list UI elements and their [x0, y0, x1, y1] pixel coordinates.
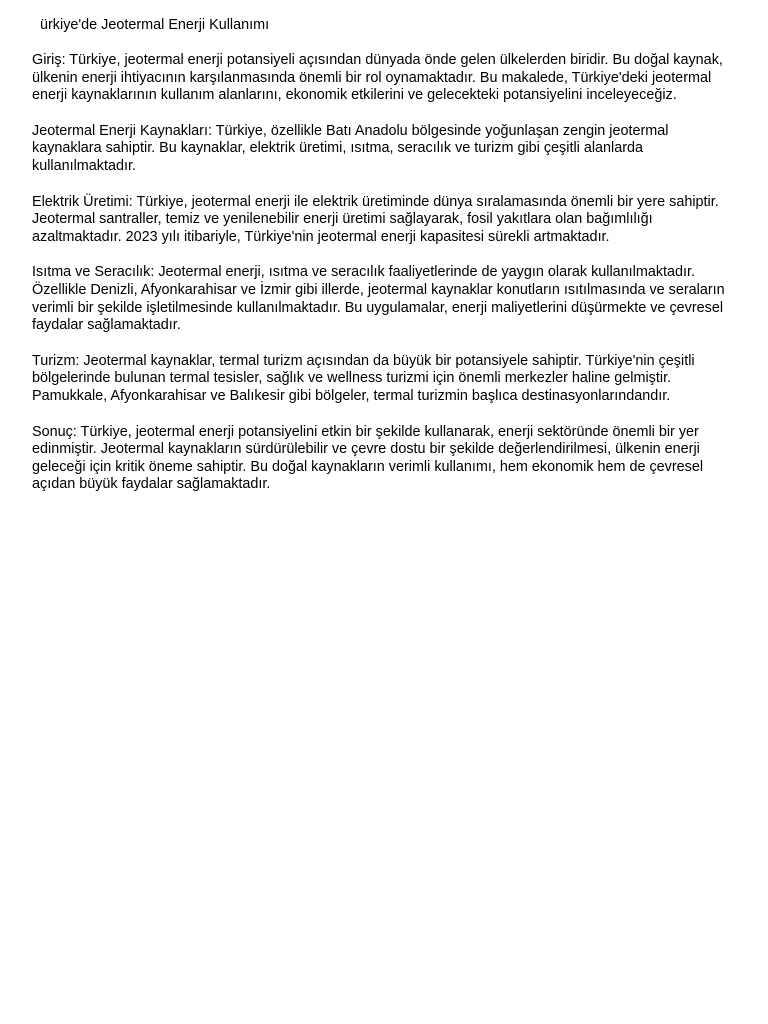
paragraph-giris: Giriş: Türkiye, jeotermal enerji potansiyeli açısından dünyada önde gelen ülkelerden biridir. Bu doğal kaynak, ülkenin enerji ihtiyacının karşılanmasında önemli bir rol oynamaktadır. Bu makalede, Türkiye'deki jeotermal enerji kaynaklarının kullanım alanlarını, ekonomik etkilerini ve gelecekteki potansiyelini inceleyeceğiz. [32, 52, 723, 104]
paragraph-kaynaklar: Jeotermal Enerji Kaynakları: Türkiye, özellikle Batı Anadolu bölgesinde yoğunlaşan zengin jeotermal kaynaklara sahiptir. Bu kaynaklar, elektrik üretimi, ısıtma, seracılık ve turizm gibi çeşitli alanlarda kullanılmaktadır. [32, 122, 669, 174]
paragraph-elektrik-uretimi: Elektrik Üretimi: Türkiye, jeotermal enerji ile elektrik üretiminde dünya sıralamasında önemli bir yere sahiptir. Jeotermal santraller, temiz ve yenilenebilir enerji üretimi sağlayarak, fosil yakıtlara olan bağımlılığı azaltmaktadır. 2023 yılı itibariyle, Türkiye'nin jeotermal enerji kapasitesi sürekli artmaktadır. [32, 193, 719, 245]
document-title: ürkiye'de Jeotermal Enerji Kullanımı [40, 17, 270, 33]
paragraph-turizm: Turizm: Jeotermal kaynaklar, termal turizm açısından da büyük bir potansiyele sahiptir. Türkiye'nin çeşitli bölgelerinde bulunan termal tesisler, sağlık ve wellness turizmi için önemli merkezler haline gelmiştir. Pamukkale, Afyonkarahisar ve Balıkesir gibi bölgeler, termal turizmin başlıca destinasyonlarındandır. [32, 352, 695, 404]
paragraph-sonuc: Sonuç: Türkiye, jeotermal enerji potansiyelini etkin bir şekilde kullanarak, enerji sektöründe önemli bir yer edinmiştir. Jeotermal kaynakların sürdürülebilir ve çevre dostu bir şekilde değerlendirilmesi, ülkenin enerji geleceği için kritik öneme sahiptir. Bu doğal kaynakların verimli kullanımı, hem ekonomik hem de çevresel açıdan büyük faydalar sağlamaktadır. [32, 423, 704, 493]
paragraph-isitma-seracilik: Isıtma ve Seracılık: Jeotermal enerji, ısıtma ve seracılık faaliyetlerinde de yaygın olarak kullanılmaktadır. Özellikle Denizli, Afyonkarahisar ve İzmir gibi illerde, jeotermal kaynaklar konutların ısıtılmasında ve seraların verimli bir şekilde işletilmesinde kullanılmaktadır. Bu uygulamalar, enerji maliyetlerini düşürmekte ve çevresel faydalar sağlamaktadır. [32, 264, 725, 334]
document-body [32, 16, 738, 512]
